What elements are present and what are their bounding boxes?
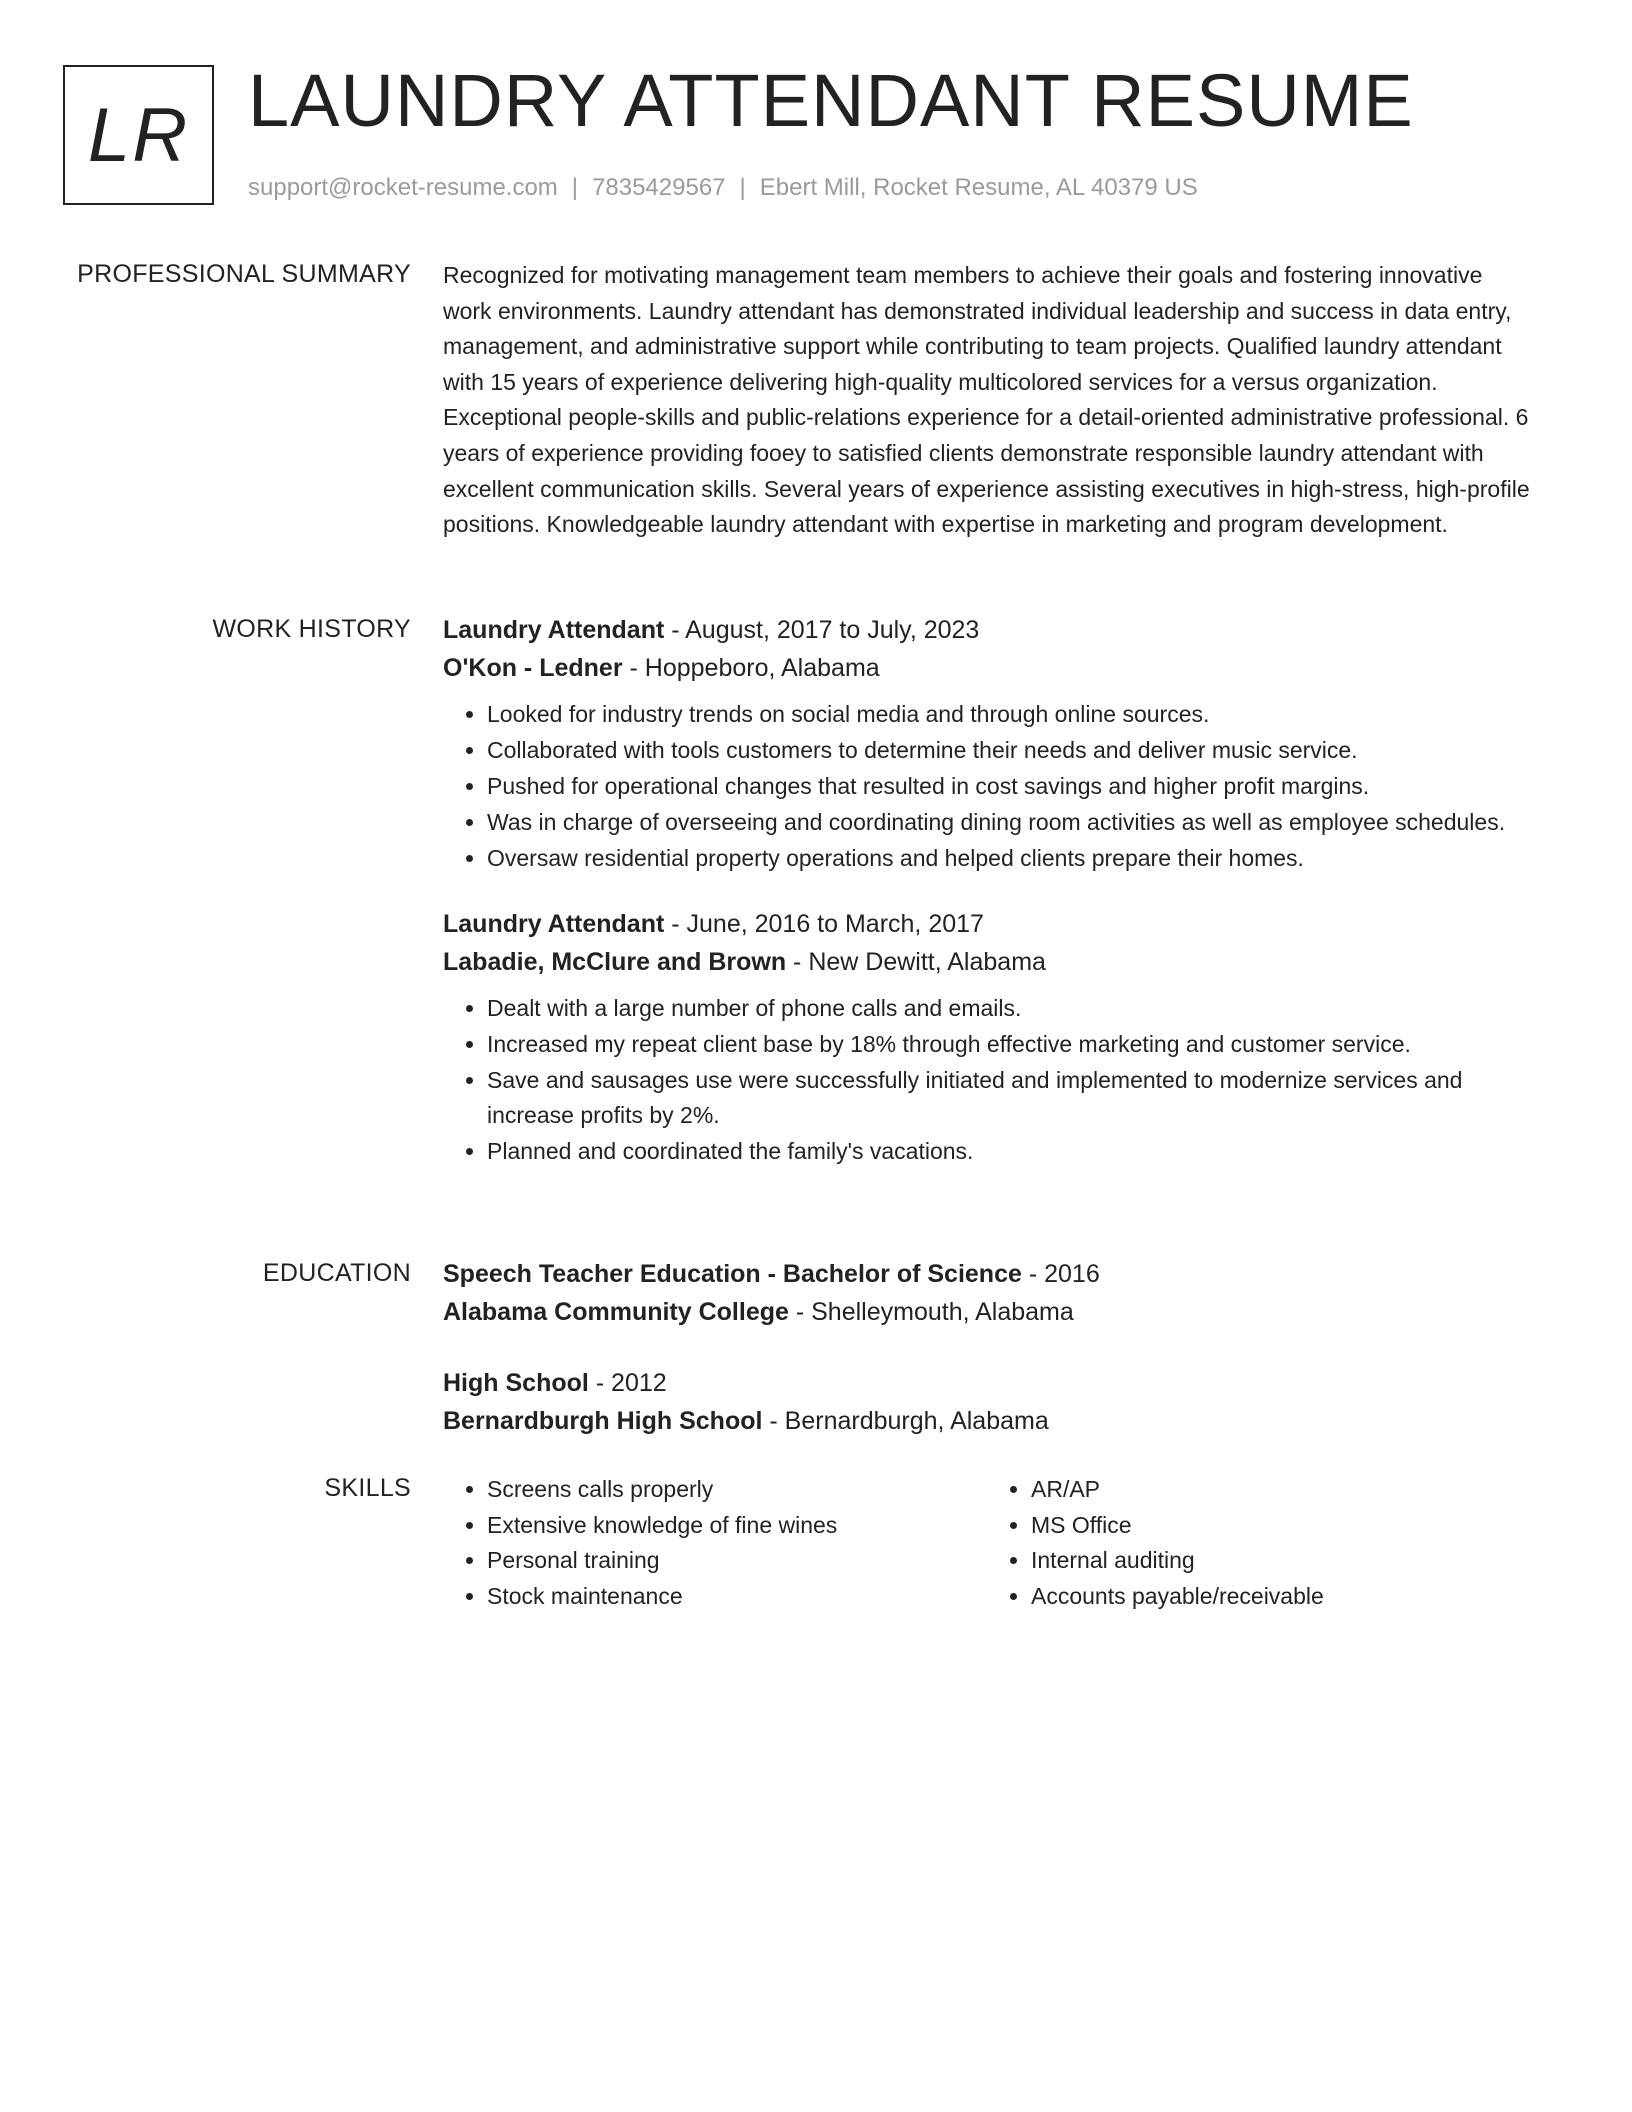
- skill-item: • Extensive knowledge of fine wines: [487, 1508, 987, 1544]
- skill-item: • Stock maintenance: [487, 1579, 987, 1615]
- skill-item: • MS Office: [1031, 1508, 1531, 1544]
- education-body: [443, 1255, 1533, 1440]
- summary-text: Recognized for motivating management team members to achieve their goals and fostering innovative work environments. Laundry attendant has demonstrated individual leadership and success in data entry, management, and administrative support while contributing to team projects. Qualified laundry attendant with 15 years of experience delivering high-quality multicolored services for a versus organization. Exceptional people-skills and public-relations experience for a detail-oriented administrative professional. 6 years of experience providing fooey to satisfied clients demonstrate responsible laundry attendant with excellent communication skills. Several years of experience assisting executives in high-stress, high-profile positions. Knowledgeable laundry attendant with expertise in marketing and program development.: [443, 262, 1530, 538]
- section-label-education: EDUCATION: [262, 1259, 411, 1287]
- list-item: • Oversaw residential property operations and helped clients prepare their homes.: [487, 841, 1533, 877]
- job-company: O'Kon - Ledner: [443, 654, 623, 682]
- education-school-line: [443, 1402, 1533, 1440]
- education-degree-line: [443, 1255, 1533, 1293]
- list-item: • Planned and coordinated the family's vacations.: [487, 1134, 1533, 1170]
- contact-separator: |: [739, 174, 746, 201]
- list-item: • Looked for industry trends on social media and through online sources.: [487, 697, 1533, 733]
- job-company-line: [443, 649, 1533, 687]
- job-location: - New Dewitt, Alabama: [786, 947, 1046, 976]
- section-label-summary: PROFESSIONAL SUMMARY: [77, 260, 411, 288]
- contact-separator: |: [571, 174, 579, 201]
- education-degree-line: [443, 1364, 1533, 1402]
- education-entry: [443, 1255, 1533, 1331]
- skills-grid: [443, 1472, 1533, 1614]
- education-entry: [443, 1364, 1533, 1440]
- job-company: Labadie, McClure and Brown: [443, 947, 787, 976]
- education-degree: Speech Teacher Education - Bachelor of Science: [443, 1260, 1022, 1288]
- job-bullets: [443, 991, 1533, 1170]
- list-item: • Save and sausages use were successfully initiated and implemented to modernize services and increase profits by 2%.: [487, 1063, 1533, 1134]
- skill-item: • Personal training: [487, 1543, 987, 1579]
- list-item: • Increased my repeat client base by 18% through effective marketing and customer service.: [487, 1027, 1533, 1063]
- education-location: - Bernardburgh, Alabama: [762, 1407, 1049, 1435]
- job-dates: - August, 2017 to July, 2023: [664, 616, 980, 644]
- job-title: Laundry Attendant: [443, 909, 665, 938]
- section-label-work: WORK HISTORY: [212, 615, 411, 643]
- education-year: - 2016: [1021, 1260, 1100, 1288]
- job-title-line: [443, 611, 1533, 649]
- job-entry: [443, 611, 1533, 877]
- resume-title: LAUNDRY ATTENDANT RESUME: [248, 59, 1414, 142]
- work-body: [443, 611, 1533, 1170]
- skill-item: • AR/AP: [1031, 1472, 1531, 1508]
- skill-item: • Screens calls properly: [487, 1472, 987, 1508]
- section-label-skills: SKILLS: [324, 1474, 411, 1502]
- skills-body: [443, 1472, 1533, 1614]
- list-item: • Pushed for operational changes that resulted in cost savings and higher profit margins.: [487, 769, 1533, 805]
- job-location: - Hoppeboro, Alabama: [622, 654, 880, 682]
- list-item: • Was in charge of overseeing and coordinating dining room activities as well as employee schedules.: [487, 805, 1533, 841]
- education-year: - 2012: [588, 1369, 667, 1397]
- skill-item: • Internal auditing: [1031, 1543, 1531, 1579]
- skill-item: • Accounts payable/receivable: [1031, 1579, 1531, 1615]
- job-bullets: [443, 697, 1533, 877]
- contact-address: Ebert Mill, Rocket Resume, AL 40379 US: [759, 174, 1198, 201]
- education-school: Bernardburgh High School: [443, 1407, 763, 1435]
- skills-column-right: [987, 1472, 1531, 1614]
- education-school-line: [443, 1293, 1533, 1331]
- monogram-logo: LR: [63, 65, 214, 205]
- job-entry: [443, 905, 1533, 1170]
- skills-column-left: [443, 1472, 987, 1614]
- job-title: Laundry Attendant: [443, 616, 665, 644]
- summary-body: [443, 258, 1533, 543]
- list-item: • Collaborated with tools customers to determine their needs and deliver music service.: [487, 733, 1533, 769]
- job-dates: - June, 2016 to March, 2017: [664, 909, 984, 938]
- education-school: Alabama Community College: [443, 1298, 789, 1326]
- contact-phone[interactable]: 7835429567: [592, 174, 726, 201]
- list-item: • Dealt with a large number of phone calls and emails.: [487, 991, 1533, 1027]
- job-title-line: [443, 905, 1533, 943]
- education-degree: High School: [443, 1369, 589, 1397]
- education-location: - Shelleymouth, Alabama: [788, 1298, 1074, 1326]
- contact-email[interactable]: support@rocket-resume.com: [248, 174, 558, 201]
- job-company-line: [443, 943, 1533, 981]
- contact-line: [248, 172, 1198, 204]
